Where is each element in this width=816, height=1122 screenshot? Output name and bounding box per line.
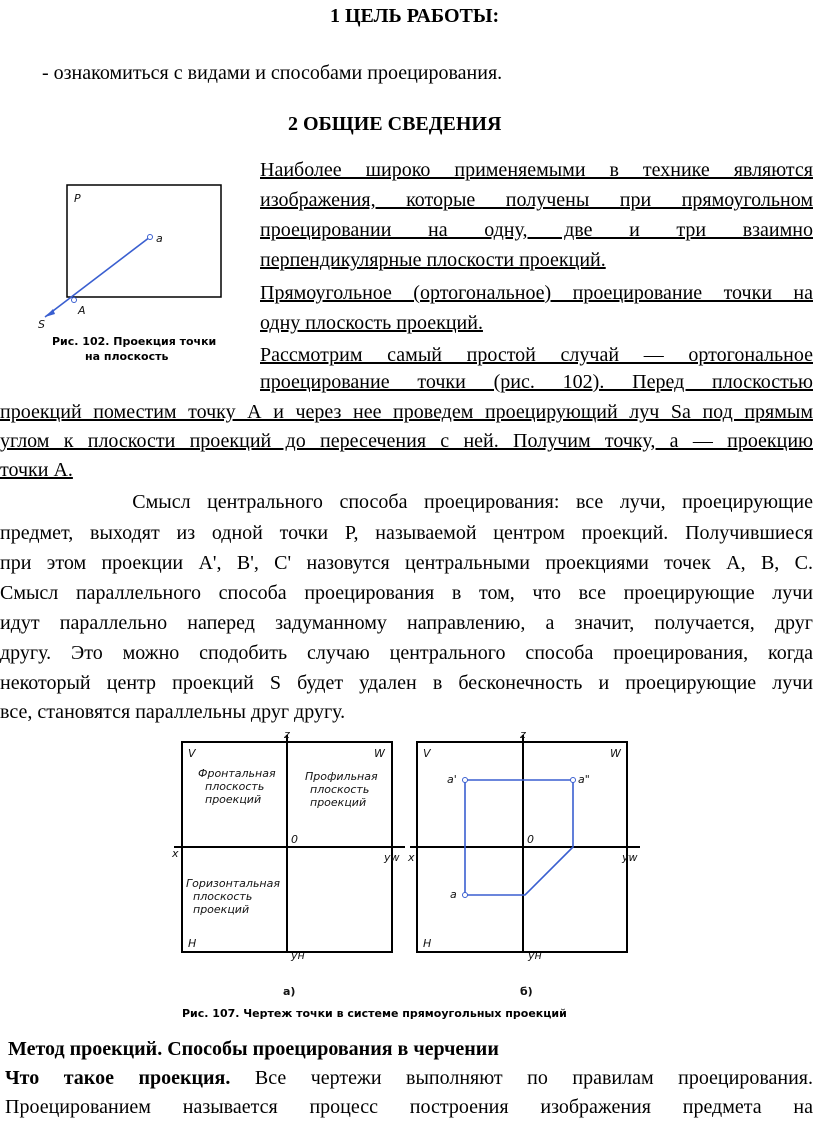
para-line-3: при этом проекции А', В', С' назовутся центральными проекциями точек А, В, С.: [0, 552, 813, 574]
bottom-line-2: Проецированием называется процесс построения изображения предмета на: [5, 1096, 813, 1118]
profile-line-1: Профильная: [305, 770, 378, 783]
horiz-line-3: проекций: [193, 903, 250, 916]
full-line-2: углом к плоскости проекций до пересечения с ней. Получим точку, а — проекцию: [0, 430, 813, 452]
para-line-7: некоторый центр проекций S будет удален в бесконечность и проецирующие лучи: [0, 672, 813, 694]
para-line-4: Смысл параллельного способа проецирования в том, что все проецирующие лучи: [0, 582, 813, 604]
wrapped-line-7: Рассмотрим самый простой случай — ортогональное: [260, 344, 813, 366]
bottom-bold-term: Что такое проекция.: [5, 1067, 231, 1089]
point-a: [463, 893, 468, 898]
label-z-b: z: [520, 728, 526, 741]
label-yw-a: yw: [384, 851, 400, 864]
profile-line-3: проекций: [310, 796, 367, 809]
horiz-line-1: Горизонтальная: [186, 877, 280, 890]
wrapped-line-4: перпендикулярные плоскости проекций.: [260, 249, 606, 271]
horiz-line-2: плоскость: [193, 890, 253, 903]
label-a: a: [156, 232, 163, 245]
label-S: S: [38, 318, 45, 331]
label-A: A: [78, 304, 86, 317]
label-x-b: x: [408, 851, 415, 864]
label-W-b: W: [610, 747, 621, 760]
wrapped-line-8: проецирование точки (рис. 102). Перед плоскостью: [260, 371, 813, 393]
bottom-line-1-rest: Все чертежи выполняют по правилам проецирования.: [230, 1067, 814, 1089]
fig102-caption-line2: на плоскость: [85, 350, 169, 363]
frontal-line-3: проекций: [205, 793, 262, 806]
label-x-a: x: [172, 847, 179, 860]
label-a-dprime: a": [578, 773, 590, 786]
label-H-b: H: [423, 937, 432, 950]
para-line-2: предмет, выходят из одной точки Р, называемой центром проекций. Получившиеся: [0, 522, 813, 544]
label-yh-a: yн: [291, 949, 305, 962]
bottom-line-1: [5, 1063, 813, 1093]
goal-text: - ознакомиться с видами и способами проецирования.: [42, 62, 503, 84]
wrapped-line-1: Наиболее широко применяемыми в технике являются: [260, 159, 813, 181]
subcaption-a: а): [283, 985, 296, 998]
full-line-1: проекций поместим точку А и через нее проведем проецирующий луч Sa под прямым: [0, 401, 813, 423]
label-yw-b: yw: [622, 851, 638, 864]
point-A-marker: [72, 298, 77, 303]
frontal-line-2: плоскость: [205, 780, 265, 793]
label-W-a: W: [374, 747, 385, 760]
section-title-goal: 1 ЦЕЛЬ РАБОТЫ:: [330, 5, 500, 27]
point-a-prime: [463, 778, 468, 783]
label-H-a: H: [188, 937, 197, 950]
figure-107: [160, 725, 650, 1025]
wrapped-line-2: изображения, которые получены при прямоугольном: [260, 189, 813, 211]
profile-line-2: плоскость: [310, 783, 370, 796]
wrapped-line-6: одну плоскость проекций.: [260, 312, 483, 334]
label-V-a: V: [188, 747, 196, 760]
wrapped-line-5: Прямоугольное (ортогональное) проецирование точки на: [260, 282, 813, 304]
subcaption-b: б): [520, 985, 533, 998]
wrapped-line-3: проецировании на одну, две и три взаимно: [260, 219, 813, 241]
projecting-ray: [45, 237, 150, 317]
heading-method: Метод проекций. Способы проецирования в черчении: [8, 1038, 499, 1060]
label-a-prime: a': [447, 773, 457, 786]
point-a-marker: [148, 235, 153, 240]
figure-102: [30, 180, 230, 375]
full-line-3: точки А.: [0, 459, 73, 481]
para-line-8: все, становятся параллельны друг другу.: [0, 701, 346, 723]
label-yh-b: yн: [528, 949, 542, 962]
label-V-b: V: [423, 747, 431, 760]
projection-links: [465, 780, 573, 895]
label-o-a: 0: [291, 833, 298, 846]
fig102-caption-line1: Рис. 102. Проекция точки: [52, 335, 217, 348]
fig107-caption: Рис. 107. Чертеж точки в системе прямоугольных проекций: [182, 1007, 567, 1020]
label-a-point: a: [450, 888, 457, 901]
label-z-a: z: [284, 728, 290, 741]
para-line-1: Смысл центрального способа проецирования: все лучи, проецирующие: [0, 491, 813, 513]
point-a-dprime: [571, 778, 576, 783]
fig107-panel-b: [407, 728, 640, 998]
frontal-line-1: Фронтальная: [198, 767, 276, 780]
para-line-6: другу. Это можно сподобить случаю центрального способа проецирования, когда: [0, 642, 813, 664]
fig107-panel-a: [171, 728, 405, 998]
label-P: P: [74, 192, 81, 205]
label-o-b: 0: [527, 833, 534, 846]
para-line-5: идут параллельно наперед задуманному направлению, а значит, получается, друг: [0, 612, 813, 634]
section-title-general: 2 ОБЩИЕ СВЕДЕНИЯ: [288, 113, 502, 135]
